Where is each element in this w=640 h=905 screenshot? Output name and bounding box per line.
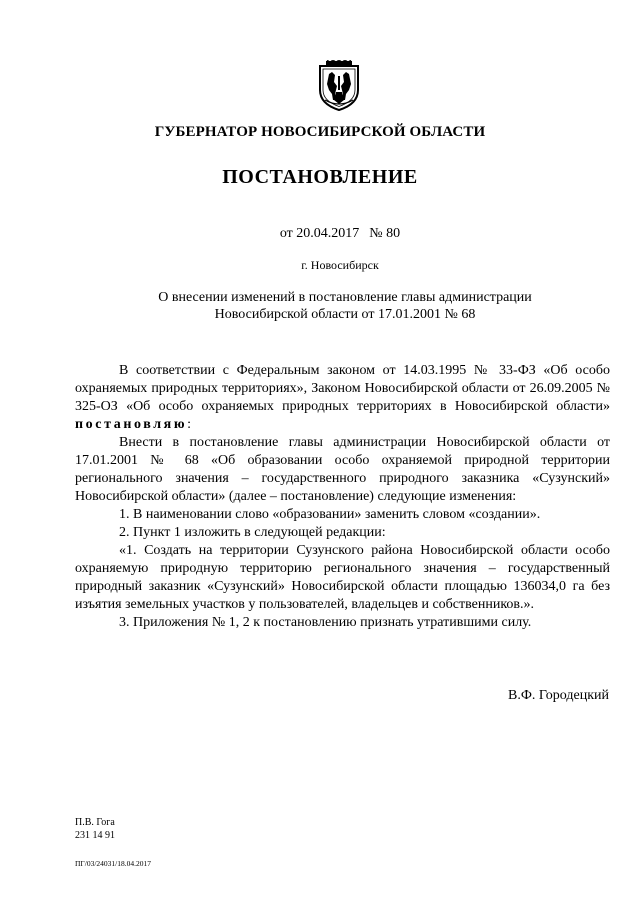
document-number: № 80 [369, 226, 401, 241]
document-type-title: ПОСТАНОВЛЕНИЕ [222, 166, 418, 188]
body-paragraph: Внести в постановление главы администрации Новосибирской области от 17.01.2001 № 68 «Об образовании особо охраняемой природной территории регионального значения – государственного природного заказника «Сузунский» Новосибирской области» (далее – постановление) следующие изменения: [75, 435, 610, 504]
preamble-colon: : [187, 417, 192, 432]
subject-line: Новосибирской области от 17.01.2001 № 68 [214, 307, 476, 322]
decree-word: постановляю [75, 417, 188, 432]
subject-line: О внесении изменений в постановление главы администрации [158, 290, 532, 305]
subject-heading [0, 289, 640, 323]
footer-code: ПГ/03/24031/18.04.2017 [75, 859, 152, 868]
body-paragraph: 2. Пункт 1 изложить в следующей редакции: [119, 525, 386, 540]
document-date: от 20.04.2017 [279, 226, 360, 241]
executor-phone: 231 14 91 [75, 830, 115, 841]
signature-name: В.Ф. Городецкий [508, 688, 609, 703]
body-paragraph [75, 362, 610, 434]
city-line: г. Новосибирск [301, 258, 379, 272]
preamble-text: В соответствии с Федеральным законом от 14.03.1995 № 33-ФЗ «Об особо охраняемых природных территориях», Законом Новосибирской области от 26.09.2005 № 325-ОЗ «Об особо охраняемых природных территориях в Новосибирской области» [75, 363, 610, 414]
body-paragraph: «1. Создать на территории Сузунского района Новосибирской области особо охраняемую природную территорию регионального значения – государственный природный заказник «Сузунский» Новосибирской области площадью 136034,0 га без изъятия земельных участков у пользователей, владельцев и собственников.». [75, 543, 610, 612]
issuer-heading: ГУБЕРНАТОР НОВОСИБИРСКОЙ ОБЛАСТИ [154, 124, 486, 140]
coat-of-arms-icon [317, 60, 361, 112]
date-number-line [0, 226, 640, 242]
executor-block [75, 816, 115, 842]
body-paragraph: 1. В наименовании слово «образовании» заменить словом «создании». [119, 507, 541, 522]
document-body [75, 362, 610, 632]
executor-name: П.В. Гога [75, 817, 115, 828]
body-paragraph: 3. Приложения № 1, 2 к постановлению признать утратившими силу. [119, 615, 532, 630]
